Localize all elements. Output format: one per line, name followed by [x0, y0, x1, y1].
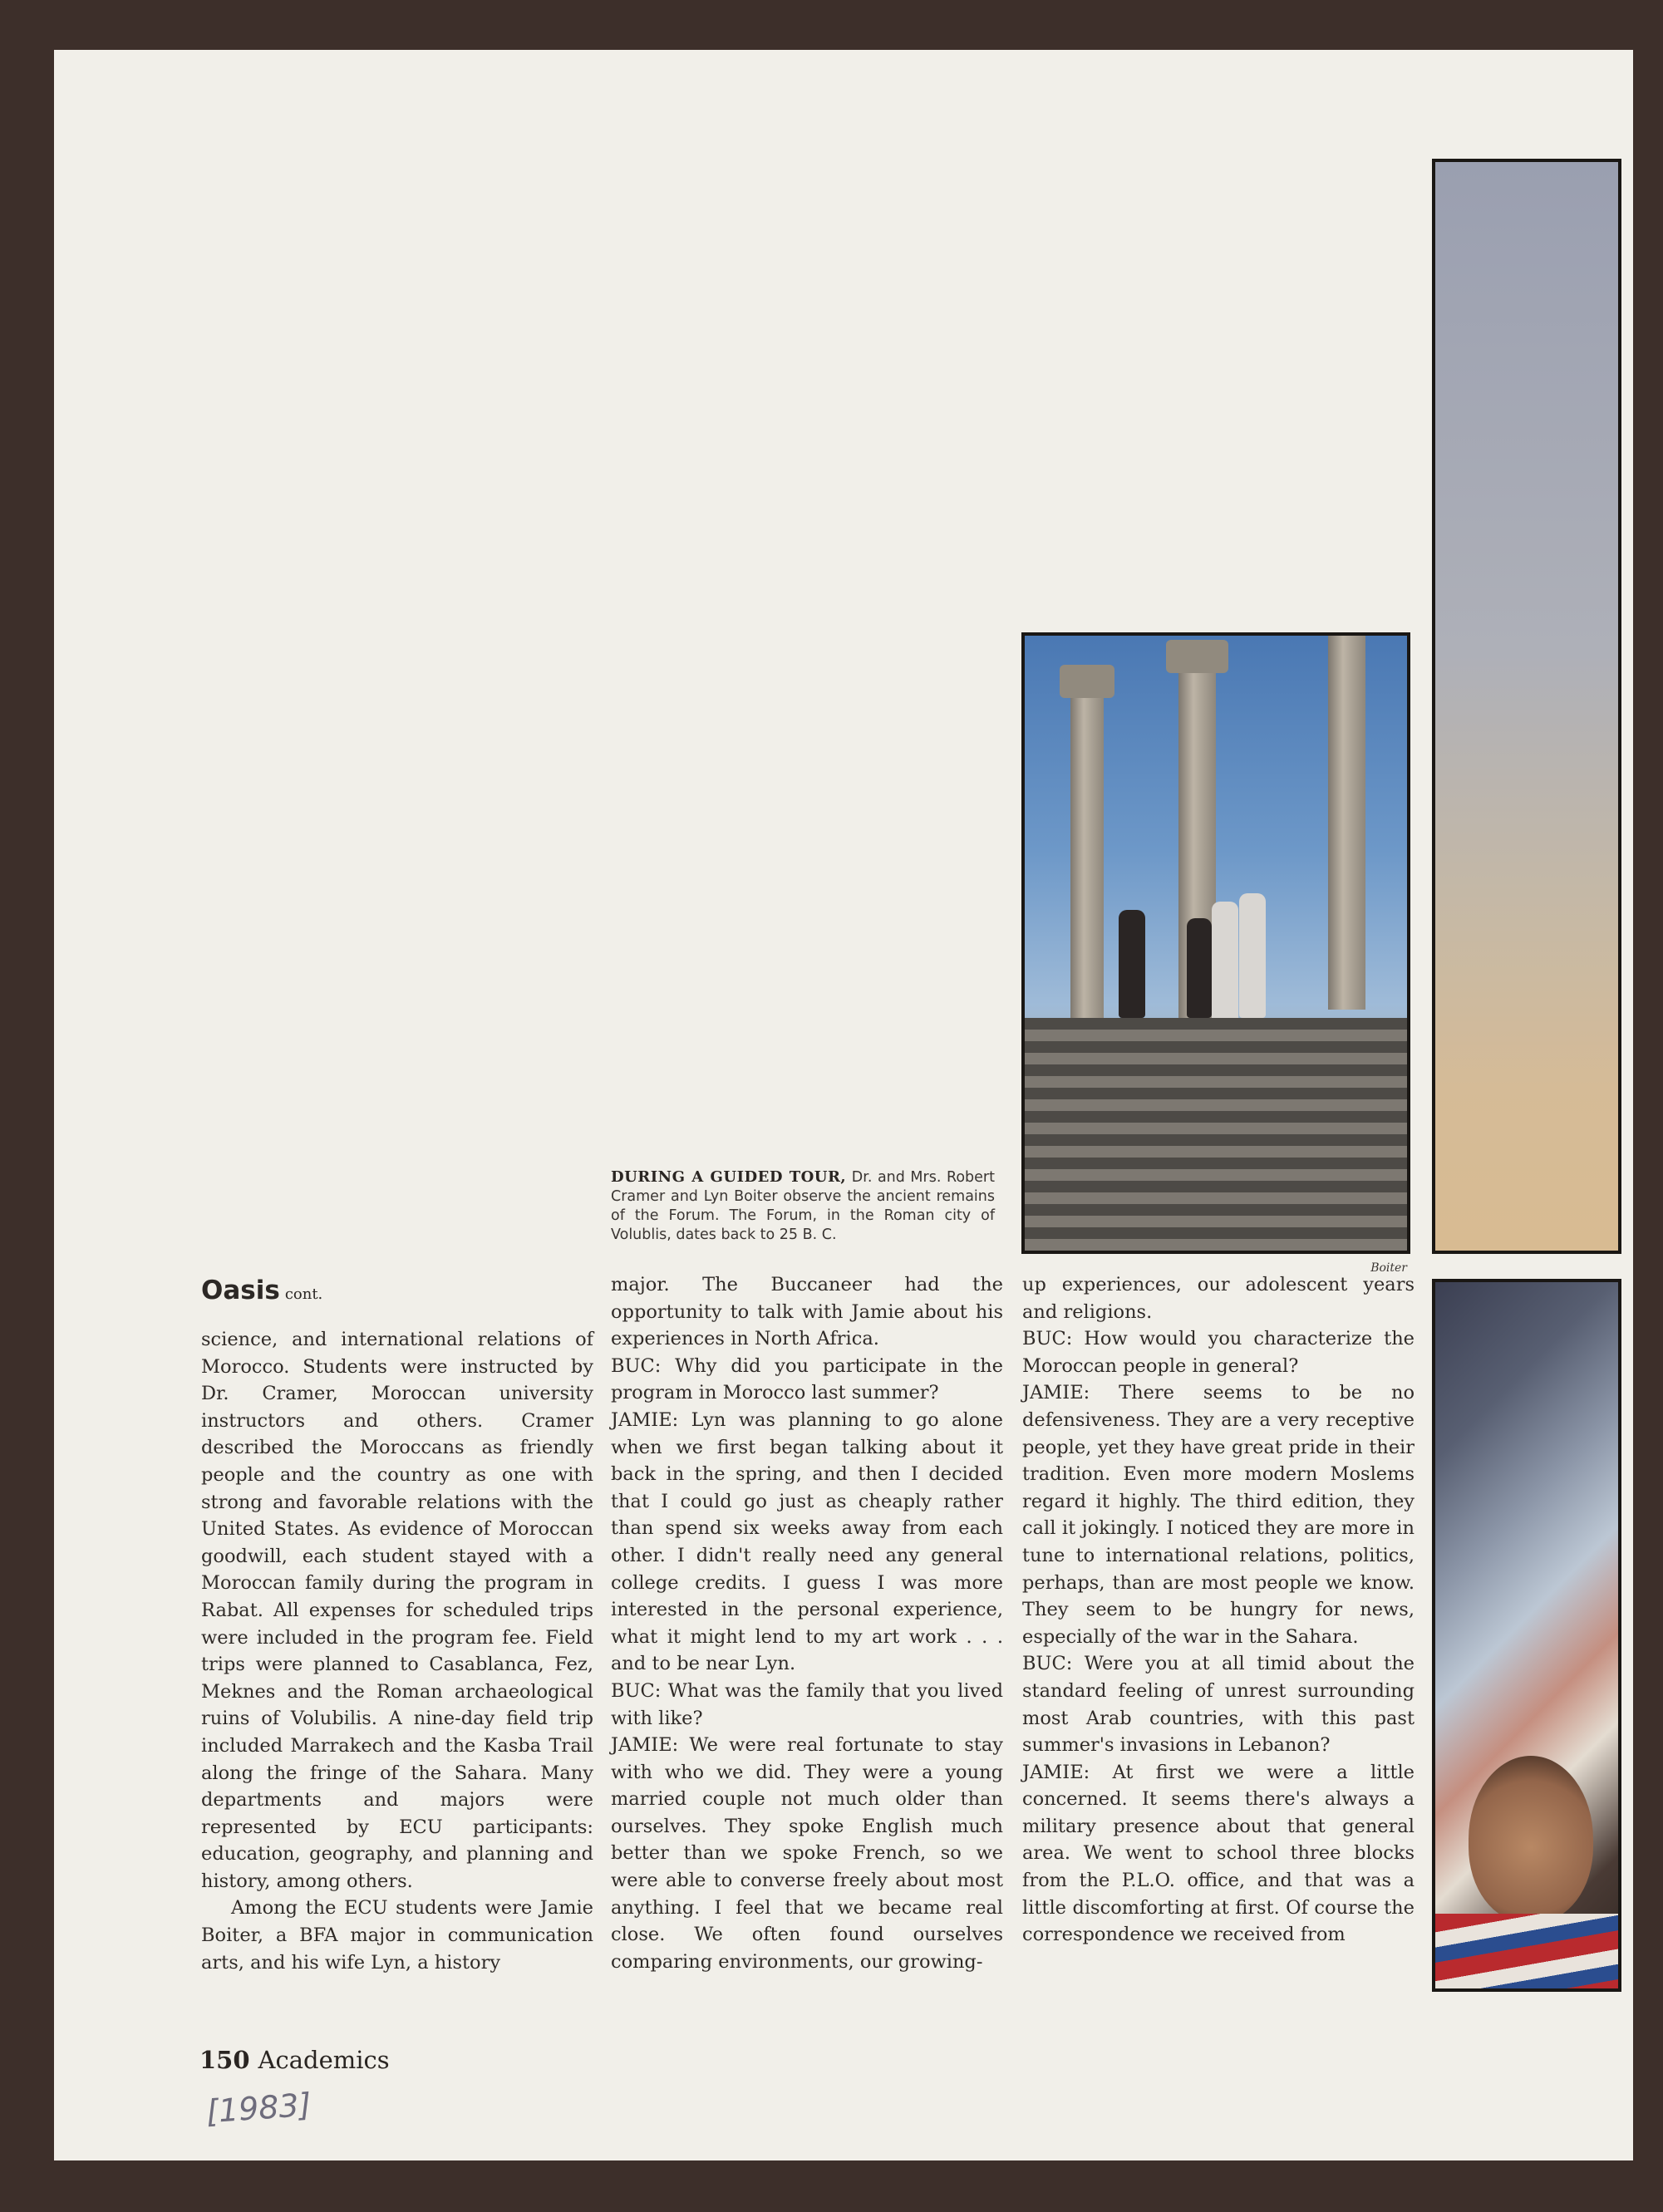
article-column-1: [201, 1326, 593, 1976]
paragraph: JAMIE: We were real fortunate to stay with who we did. They were a young married couple not much older than ourselves. They spoke English much better than we spoke French, so we were able to converse freely about most anything. I feel that we became real close. We often found ourselves comparing environments, our growing-: [611, 1734, 1003, 1973]
page-folio: [199, 2046, 390, 2074]
photo-credit: Boiter: [1370, 1261, 1407, 1275]
paragraph: BUC: Why did you participate in the program in Morocco last summer?: [611, 1354, 1003, 1404]
column-3: [1328, 636, 1365, 1010]
capital-2: [1166, 640, 1228, 673]
paragraph: JAMIE: Lyn was planning to go alone when we first began talking about it back in the spring, and then I decided that I could go just as cheaply rather than spend six weeks away from each other. I didn't really need any general college credits. I guess I was more interested in the personal experience, what it might lend to my art work . . . and to be near Lyn.: [611, 1408, 1003, 1675]
handwritten-year-note: [1983]: [204, 2086, 312, 2131]
article-column-3: [1022, 1271, 1415, 1949]
paragraph: major. The Buccaneer had the opportunity to talk with Jamie about his experiences in North Africa.: [611, 1274, 1003, 1350]
visitor-4: [1239, 893, 1266, 1018]
paragraph: BUC: What was the family that you lived with like?: [611, 1679, 1003, 1729]
boy-shirt: [1435, 1914, 1618, 1988]
paragraph: BUC: How would you characterize the Moroccan people in general?: [1022, 1328, 1415, 1377]
paragraph: JAMIE: There seems to be no defensiveness. They are a very receptive people, yet they have great pride in their tradition. Even more modern Moslems regard it highly. The third edition, they call it jokingly. I noticed they are more in tune to international relations, politics, perhaps, than are most people we know. They seem to be hungry for news, especially of the war in the Sahara.: [1022, 1382, 1415, 1648]
paragraph: up experiences, our adolescent years and religions.: [1022, 1274, 1415, 1323]
paragraph: BUC: Were you at all timid about the standard feeling of unrest surrounding most Arab countries, with this past summer's invasions in Lebanon?: [1022, 1653, 1415, 1757]
photo-caption: [611, 1167, 995, 1245]
caption-text: Dr. and Mrs. Robert Cramer and Lyn Boiter observe the ancient remains of the Forum. The Forum, in the Roman city of Volublis, dates back to 25 B. C.: [611, 1169, 995, 1243]
paragraph: Among the ECU students were Jamie Boiter, a BFA major in communication arts, and his wife Lyn, a history: [201, 1897, 593, 1974]
stone-steps: [1025, 1018, 1407, 1251]
article-column-2: [611, 1271, 1003, 1975]
visitor-3: [1212, 902, 1238, 1026]
section-cont: cont.: [284, 1285, 323, 1303]
paragraph: science, and international relations of Morocco. Students were instructed by Dr. Cramer, Moroccan university instructors and others. Cramer described the Moroccans as friendly people and the country as one with strong and favorable relations with the United States. As evidence of Moroccan goodwill, each student stayed with a Moroccan family during the program in Rabat. All expenses for scheduled trips were included in the program fee. Field trips were planned to Casablanca, Fez, Meknes and the Roman archaeological ruins of Volubilis. A nine-day field trip included Marrakech and the Kasba Trail along the fringe of the Sahara. Many departments and majors were represented by ECU participants: education, geography, and planning and history, among others.: [201, 1329, 593, 1892]
section-title: Oasis: [201, 1276, 280, 1305]
desert-photo: [1435, 162, 1618, 1251]
boy-face: [1469, 1756, 1593, 1922]
column-1: [1070, 686, 1104, 1018]
forum-ruins-photo: [1025, 636, 1407, 1251]
section-heading: [201, 1276, 322, 1305]
caption-lead: DURING A GUIDED TOUR,: [611, 1168, 847, 1186]
visitor-1: [1119, 910, 1145, 1018]
paragraph: JAMIE: At first we were a little concerned. It seems there's always a military presence about that general area. We went to school three blocks from the P.L.O. office, and that was a little discomforting at first. Of course the correspondence we received from: [1022, 1761, 1415, 1946]
visitor-2: [1187, 918, 1212, 1018]
boy-photo: [1435, 1282, 1618, 1988]
capital-1: [1060, 665, 1114, 698]
section-label: Academics: [258, 2046, 390, 2074]
page-number: 150: [199, 2046, 250, 2074]
